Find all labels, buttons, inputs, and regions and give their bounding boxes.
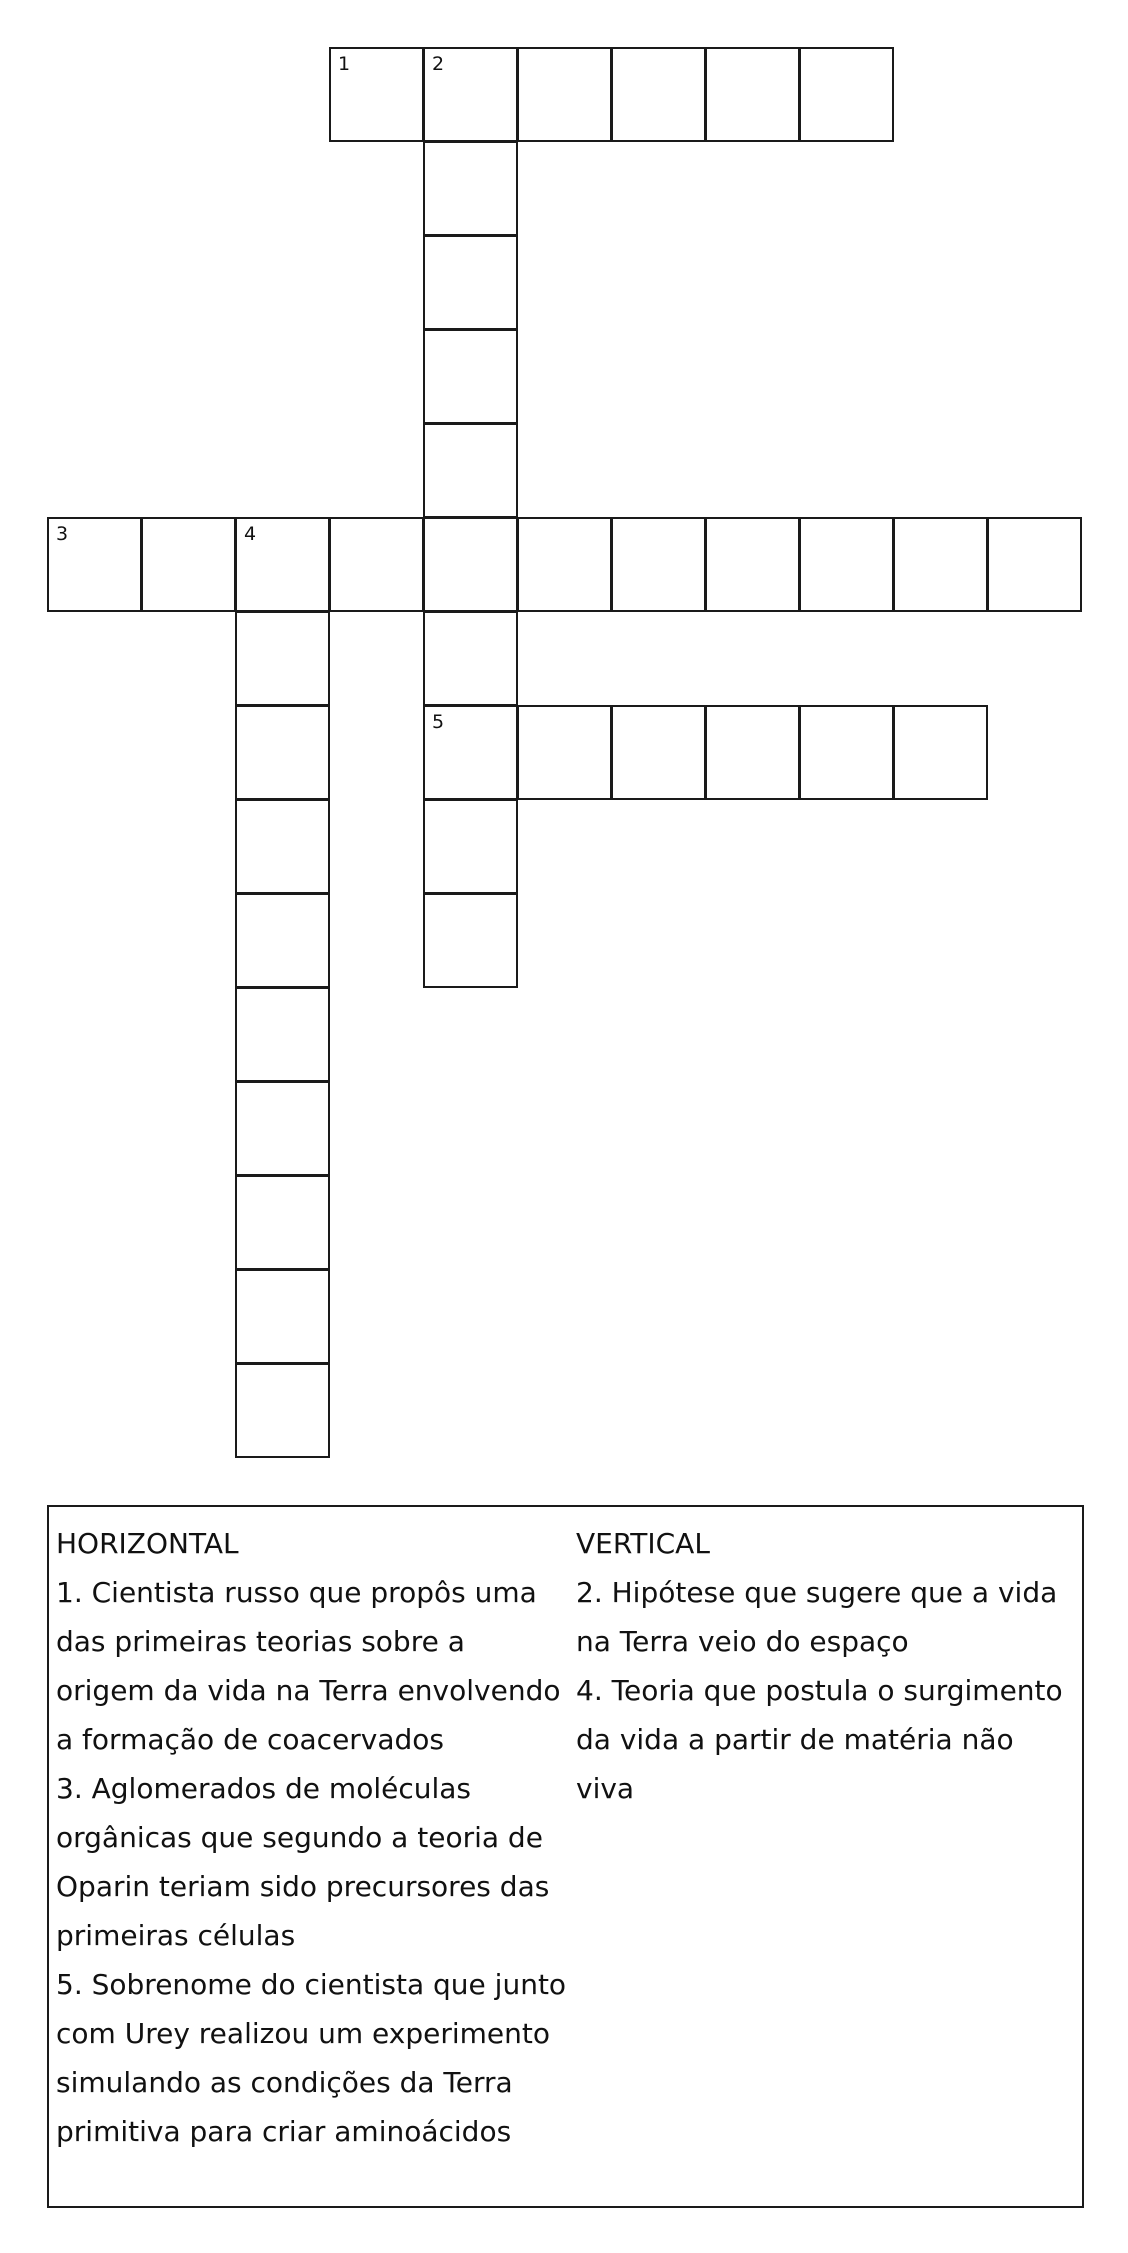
horizontal-clues [56,1519,571,2156]
crossword-cell[interactable] [611,705,706,800]
crossword-cell[interactable] [611,47,706,142]
clues-box [47,1505,1084,2208]
crossword-cell[interactable] [705,517,800,612]
crossword-cell[interactable] [893,705,988,800]
crossword-cell[interactable] [235,1363,330,1458]
crossword-cell[interactable] [235,1081,330,1176]
horizontal-heading: HORIZONTAL [56,1527,239,1560]
crossword-cell[interactable] [799,517,894,612]
clue-number: 4 [244,523,257,545]
crossword-cell[interactable] [423,47,518,142]
crossword-cell[interactable] [329,47,424,142]
crossword-cell[interactable] [705,47,800,142]
crossword-cell[interactable] [235,799,330,894]
clue-number: 3 [56,523,69,545]
clue-number: 5 [432,711,445,733]
clue-number: 1 [338,53,351,75]
crossword-cell[interactable] [235,1269,330,1364]
crossword-cell[interactable] [329,517,424,612]
crossword-cell[interactable] [517,705,612,800]
crossword-cell[interactable] [423,705,518,800]
clue-number: 2 [432,53,445,75]
crossword-cell[interactable] [423,893,518,988]
crossword-cell[interactable] [799,705,894,800]
vertical-heading: VERTICAL [576,1527,710,1560]
crossword-cell[interactable] [423,611,518,706]
clue-down-4: 4. Teoria que postula o surgimento da vida a partir de matéria não viva [576,1674,1063,1805]
clue-across-1: 1. Cientista russo que propôs uma das primeiras teorias sobre a origem da vida na Terra envolvendo a formação de coacervados [56,1576,561,1756]
crossword-cell[interactable] [611,517,706,612]
crossword-cell[interactable] [517,517,612,612]
clue-across-5: 5. Sobrenome do cientista que junto com Urey realizou um experimento simulando as condições da Terra primitiva para criar aminoácidos [56,1968,567,2148]
crossword-cell[interactable] [987,517,1082,612]
crossword-cell[interactable] [235,1175,330,1270]
crossword-cell[interactable] [423,517,518,612]
crossword-cell[interactable] [47,517,142,612]
crossword-cell[interactable] [423,329,518,424]
crossword-cell[interactable] [141,517,236,612]
crossword-cell[interactable] [235,987,330,1082]
crossword-cell[interactable] [235,893,330,988]
crossword-cell[interactable] [893,517,988,612]
clue-down-2: 2. Hipótese que sugere que a vida na Terra veio do espaço [576,1576,1058,1658]
crossword-cell[interactable] [235,611,330,706]
crossword-cell[interactable] [423,141,518,236]
crossword-cell[interactable] [235,705,330,800]
crossword-cell[interactable] [423,799,518,894]
crossword-cell[interactable] [799,47,894,142]
crossword-cell[interactable] [235,517,330,612]
vertical-clues [576,1519,1076,1813]
clue-across-3: 3. Aglomerados de moléculas orgânicas que segundo a teoria de Oparin teriam sido precursores das primeiras células [56,1772,550,1952]
crossword-cell[interactable] [517,47,612,142]
crossword-cell[interactable] [705,705,800,800]
crossword-cell[interactable] [423,423,518,518]
crossword-cell[interactable] [423,235,518,330]
